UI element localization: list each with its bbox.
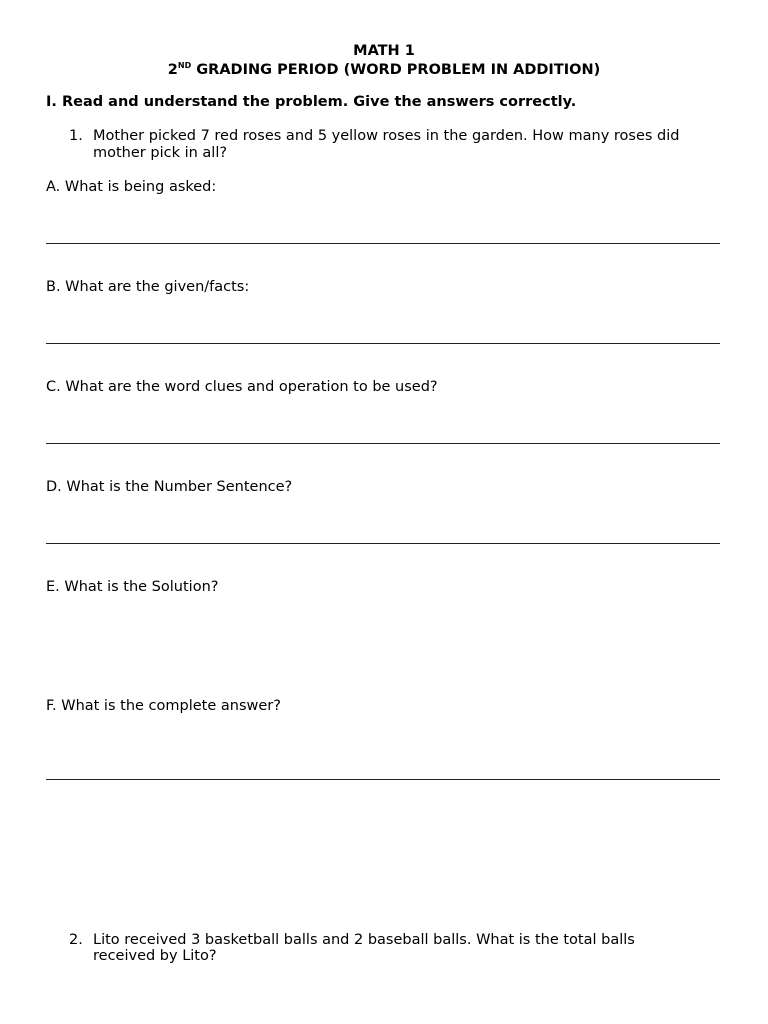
problem-2-text-line-1: Lito received 3 basketball balls and 2 baseball balls. What is the total balls (93, 932, 635, 948)
answer-line-d[interactable] (46, 543, 720, 544)
problem-2-text-line-2: received by Lito? (93, 948, 217, 964)
question-f-label: F. What is the complete answer? (46, 698, 281, 714)
problem-2-number: 2. (69, 932, 83, 948)
question-b-label: B. What are the given/facts: (46, 279, 250, 295)
answer-line-c[interactable] (46, 443, 720, 444)
answer-line-a[interactable] (46, 243, 720, 244)
problem-1-text: Mother picked 7 red roses and 5 yellow roses in the garden. How many roses did mother pick in all? (93, 128, 680, 161)
worksheet-subtitle (0, 61, 768, 78)
question-c-label: C. What are the word clues and operation to be used? (46, 379, 438, 395)
answer-line-f[interactable] (46, 779, 720, 780)
subtitle-number: 2 (167, 62, 178, 78)
problem-1-number: 1. (69, 128, 83, 144)
question-d-label: D. What is the Number Sentence? (46, 479, 293, 495)
subtitle-text: GRADING PERIOD (WORD PROBLEM IN ADDITION) (191, 62, 601, 78)
worksheet-title: MATH 1 (353, 43, 415, 59)
question-a-label: A. What is being asked: (46, 179, 217, 195)
instruction-text: I. Read and understand the problem. Give the answers correctly. (46, 94, 577, 110)
question-e-label: E. What is the Solution? (46, 579, 219, 595)
subtitle-ordinal-suffix: ND (177, 61, 192, 70)
answer-line-b[interactable] (46, 343, 720, 344)
